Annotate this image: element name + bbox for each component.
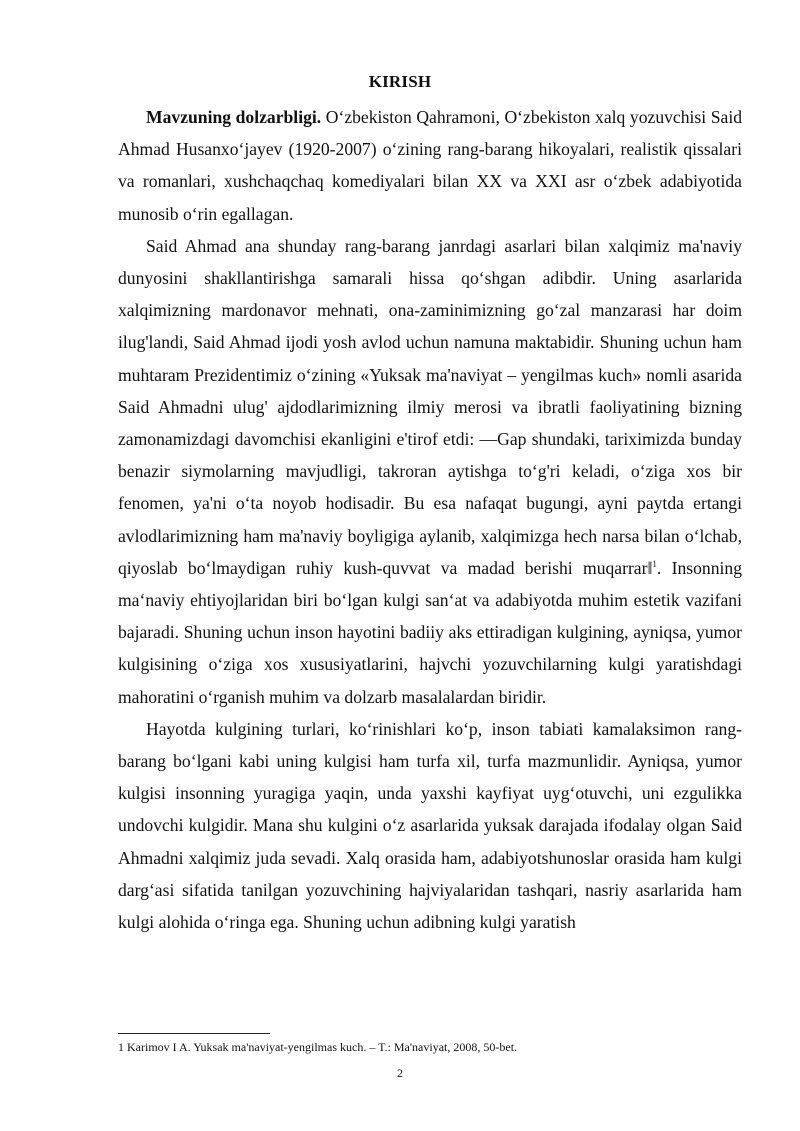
footnote: 1 Karimov I A. Yuksak ma'naviyat-yengilmas kuch. – T.: Ma'naviyat, 2008, 50-bet. bbox=[118, 1040, 518, 1054]
paragraph-said-ahmad bbox=[118, 230, 742, 713]
paragraph-humor: Hayotda kulgining turlari, ko‘rinishlari ko‘p, inson tabiati kamalaksimon rang-barang bo‘lgani kabi uning kulgisi ham turfa xil, turfa mazmunlidir. Ayniqsa, yumor kulgisi insonning yuragiga yaqin, unda yaxshi kayfiyat uyg‘otuvchi, uni ezgulikka undovchi kulgidir. Mana shu kulgini o‘z asarlarida yuksak darajada ifodalay olgan Said Ahmadni xalqimiz juda sevadi. Xalq orasida ham, adabiyotshunoslar orasida ham kulgi darg‘asi sifatida tanilgan yozuvchining hajviyalaridan tashqari, nasriy asarlarida ham kulgi alohida o‘ringa ega. Shuning uchun adibning kulgi yaratish bbox=[118, 718, 742, 933]
body-text bbox=[118, 101, 742, 938]
paragraph-text: Said Ahmad ana shunday rang-barang janrdagi asarlari bilan xalqimiz ma'naviy dunyosini shakllantirishga samarali hissa qo‘shgan adibdir. Uning asarlarida xalqimizning mardonavor mehnati, ona-zaminimizning go‘zal manzarasi har doim ilug'landi, Said Ahmad ijodi yosh avlod uchun namuna maktabidir. Shuning uchun ham muhtaram Prezidentimiz o‘zining «Yuksak ma'naviyat – yengilmas kuch» nomli asarida Said Ahmadni ulug' ajdodlarimizning ilmiy merosi va ibratli faoliyatining bizning zamonamizdagi davomchisi ekanligini e'tirof etdi: ―Gap shundaki, tariximizda bunday benazir siymolarning mavjudligi, takroran aytishga to‘g'ri keladi, o‘ziga xos bir fenomen, ya'ni o‘ta noyob hodisadir. Bu esa nafaqat bugungi, ayni paytda ertangi avlodlarimizning ham ma'naviy boyligiga aylanib, xalqimizga hech narsa bilan o‘lchab, qiyoslab bo‘lmaydigan ruhiy kush-quvvat va madad berishi muqarrar‖ bbox=[118, 235, 742, 578]
paragraph-text: . Insonning ma‘naviy ehtiyojlaridan biri bo‘lgan kulgi san‘at va adabiyotda muhim estetik vazifani bajaradi. Shuning uchun inson hayotini badiiy aks ettiradigan kulgining, ayniqsa, yumor kulgisining o‘ziga xos xususiyatlarini, hajvchi yozuvchilarning kulgi yaratishdagi mahoratini o‘rganish muhim va dolzarb masalalardan biridir. bbox=[118, 557, 743, 707]
footnote-divider bbox=[118, 1033, 270, 1034]
paragraph-text: O‘zbekiston Qahramoni, O‘zbekiston xalq yozuvchisi Said Ahmad Husanxo‘jayev (1920-2007) o‘zining rang-barang hikoyalari, realistik qissalari va romanlari, xushchaqchaq komediyalari bilan XX va XXI asr o‘zbek adabiyotida munosib o‘rin egallagan. bbox=[118, 107, 742, 224]
page-number: 2 bbox=[397, 1066, 403, 1080]
section-title: KIRISH bbox=[368, 72, 432, 91]
paragraph-relevance bbox=[118, 101, 742, 230]
footnote-reference[interactable]: 1 bbox=[652, 558, 657, 569]
paragraph-lead: Mavzuning dolzarbligi. bbox=[146, 107, 322, 127]
